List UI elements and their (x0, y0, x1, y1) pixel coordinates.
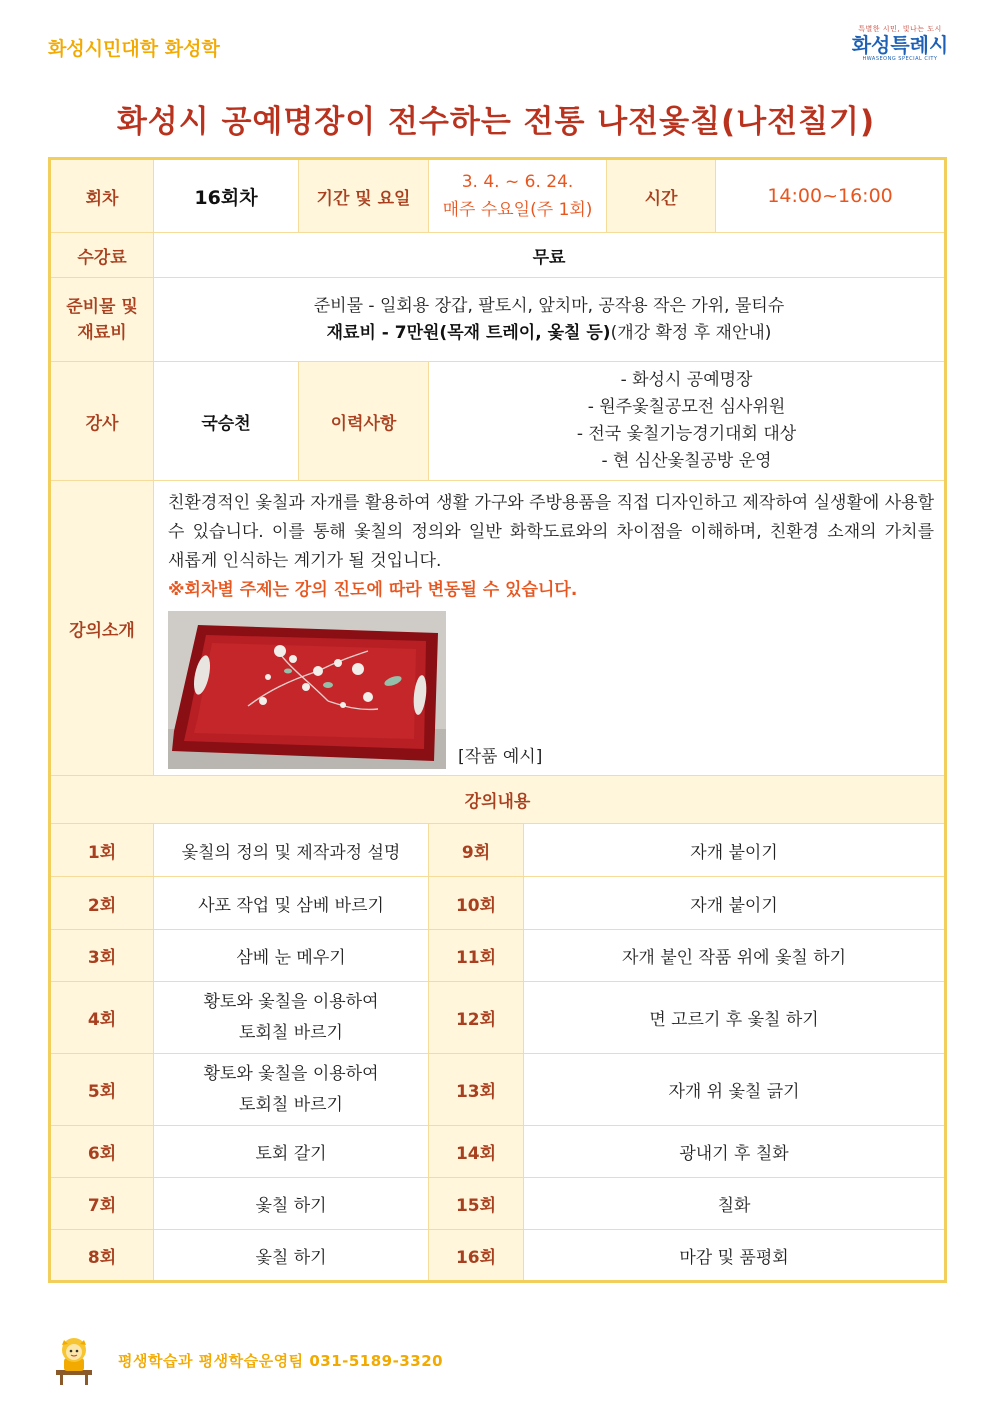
curriculum-row (50, 877, 946, 930)
curriculum-row (50, 1230, 946, 1282)
curriculum-row (50, 1054, 946, 1126)
curriculum-row (50, 1178, 946, 1230)
session-topic-line: 토회칠 바르기 (239, 1094, 343, 1115)
session-topic-line: 황토와 옻칠을 이용하여 (203, 1063, 379, 1084)
materials-row (50, 278, 946, 362)
session-topic: 칠화 (524, 1178, 946, 1230)
session-topic: 면 고르기 후 옻칠 하기 (524, 982, 946, 1054)
period-value (429, 159, 607, 233)
session-number: 15회 (429, 1178, 524, 1230)
intro-label: 강의소개 (50, 481, 154, 776)
session-topic: 토회 갈기 (154, 1126, 429, 1178)
materials-label-line1: 준비물 및 (66, 296, 138, 317)
time-label: 시간 (607, 159, 716, 233)
materials-supplies: 준비물 - 일회용 장갑, 팔토시, 앞치마, 공작용 작은 가위, 물티슈 (313, 295, 785, 316)
curriculum-row (50, 824, 946, 877)
materials-value (154, 278, 946, 362)
session-topic: 자개 붙이기 (524, 877, 946, 930)
fee-row (50, 233, 946, 278)
intro-description: 친환경적인 옻칠과 자개를 활용하여 생활 가구와 주방용품을 직접 디자인하고 제작하여 실생활에 사용할 수 있습니다. 이를 통해 옻칠의 정의와 일반 화학도료와의 차이점을 이해하며, 친환경 소재의 가치를 새롭게 인식하는 계기가 될 것입니다. (168, 493, 935, 571)
curriculum-header-row (50, 776, 946, 824)
fee-value: 무료 (154, 233, 946, 278)
curriculum-row (50, 930, 946, 982)
session-number: 3회 (50, 930, 154, 982)
session-number: 10회 (429, 877, 524, 930)
session-number: 4회 (50, 982, 154, 1054)
career-item: - 화성시 공예명장 (620, 370, 753, 390)
session-topic: 사포 작업 및 삼베 바르기 (154, 877, 429, 930)
session-label: 회차 (50, 159, 154, 233)
intro-notice: ※회차별 주제는 강의 진도에 따라 변동될 수 있습니다. (168, 580, 578, 600)
logo-tagline: 특별한 시민, 빛나는 도시 (858, 25, 942, 33)
page-title: 화성시 공예명장이 전수하는 전통 나전옻칠(나전칠기) (116, 104, 876, 140)
materials-fee-amount: 재료비 - 7만원(목재 트레이, 옻칠 등) (326, 322, 611, 343)
mascot-icon (52, 1334, 96, 1386)
session-value: 16회차 (154, 159, 299, 233)
session-number: 12회 (429, 982, 524, 1054)
intro-row (50, 481, 946, 776)
session-number: 7회 (50, 1178, 154, 1230)
lacquer-tray-illustration (168, 611, 446, 769)
session-topic: 옻칠 하기 (154, 1178, 429, 1230)
session-number: 13회 (429, 1054, 524, 1126)
footer (52, 1334, 443, 1386)
career-item: - 원주옻칠공모전 심사위원 (587, 397, 786, 417)
session-number: 8회 (50, 1230, 154, 1282)
session-topic: 마감 및 품평회 (524, 1230, 946, 1282)
materials-fee (160, 320, 938, 347)
materials-label-line2: 재료비 (77, 322, 127, 343)
session-number: 6회 (50, 1126, 154, 1178)
period-label: 기간 및 요일 (299, 159, 429, 233)
footer-contact: 평생학습과 평생학습운영팀 031-5189-3320 (118, 1351, 444, 1370)
instructor-row (50, 362, 946, 481)
time-value: 14:00~16:00 (716, 159, 946, 233)
career-label: 이력사항 (299, 362, 429, 481)
session-number: 9회 (429, 824, 524, 877)
session-topic (154, 1054, 429, 1126)
curriculum-row (50, 982, 946, 1054)
session-number: 1회 (50, 824, 154, 877)
lacquer-tray-photo (168, 611, 446, 769)
period-dates: 3. 4. ~ 6. 24. (461, 172, 574, 192)
session-number: 2회 (50, 877, 154, 930)
instructor-label: 강사 (50, 362, 154, 481)
fee-label: 수강료 (50, 233, 154, 278)
session-topic: 자개 붙인 작품 위에 옻칠 하기 (524, 930, 946, 982)
session-topic-line: 황토와 옻칠을 이용하여 (203, 991, 379, 1012)
session-topic: 삼베 눈 메우기 (154, 930, 429, 982)
city-logo (850, 24, 950, 62)
curriculum-row (50, 1126, 946, 1178)
session-topic: 자개 위 옻칠 긁기 (524, 1054, 946, 1126)
logo-sub-text: HWASEONG SPECIAL CITY (862, 56, 938, 62)
program-category-label: 화성시민대학 화성학 (48, 38, 220, 60)
session-number: 11회 (429, 930, 524, 982)
session-topic: 자개 붙이기 (524, 824, 946, 877)
session-topic: 옻칠 하기 (154, 1230, 429, 1282)
materials-fee-note: (개강 확정 후 재안내) (610, 322, 772, 343)
session-topic: 광내기 후 칠화 (524, 1126, 946, 1178)
career-item: - 전국 옻칠기능경기대회 대상 (576, 424, 797, 444)
instructor-name: 국승천 (154, 362, 299, 481)
photo-caption: [작품 예시] (458, 747, 543, 767)
session-number: 14회 (429, 1126, 524, 1178)
period-weekday: 매주 수요일(주 1회) (442, 200, 593, 220)
career-item: - 현 심산옻칠공방 운영 (601, 451, 772, 471)
session-topic-line: 토회칠 바르기 (239, 1022, 343, 1043)
session-number: 5회 (50, 1054, 154, 1126)
course-info-table (48, 157, 947, 1283)
session-number: 16회 (429, 1230, 524, 1282)
session-topic (154, 982, 429, 1054)
session-topic: 옻칠의 정의 및 제작과정 설명 (154, 824, 429, 877)
session-row (50, 159, 946, 233)
logo-main-text: 화성특례시 (851, 33, 949, 57)
intro-content (154, 481, 946, 776)
curriculum-header: 강의내용 (50, 776, 946, 824)
materials-label (50, 278, 154, 362)
career-list (429, 362, 946, 481)
example-photo-area (168, 611, 934, 769)
